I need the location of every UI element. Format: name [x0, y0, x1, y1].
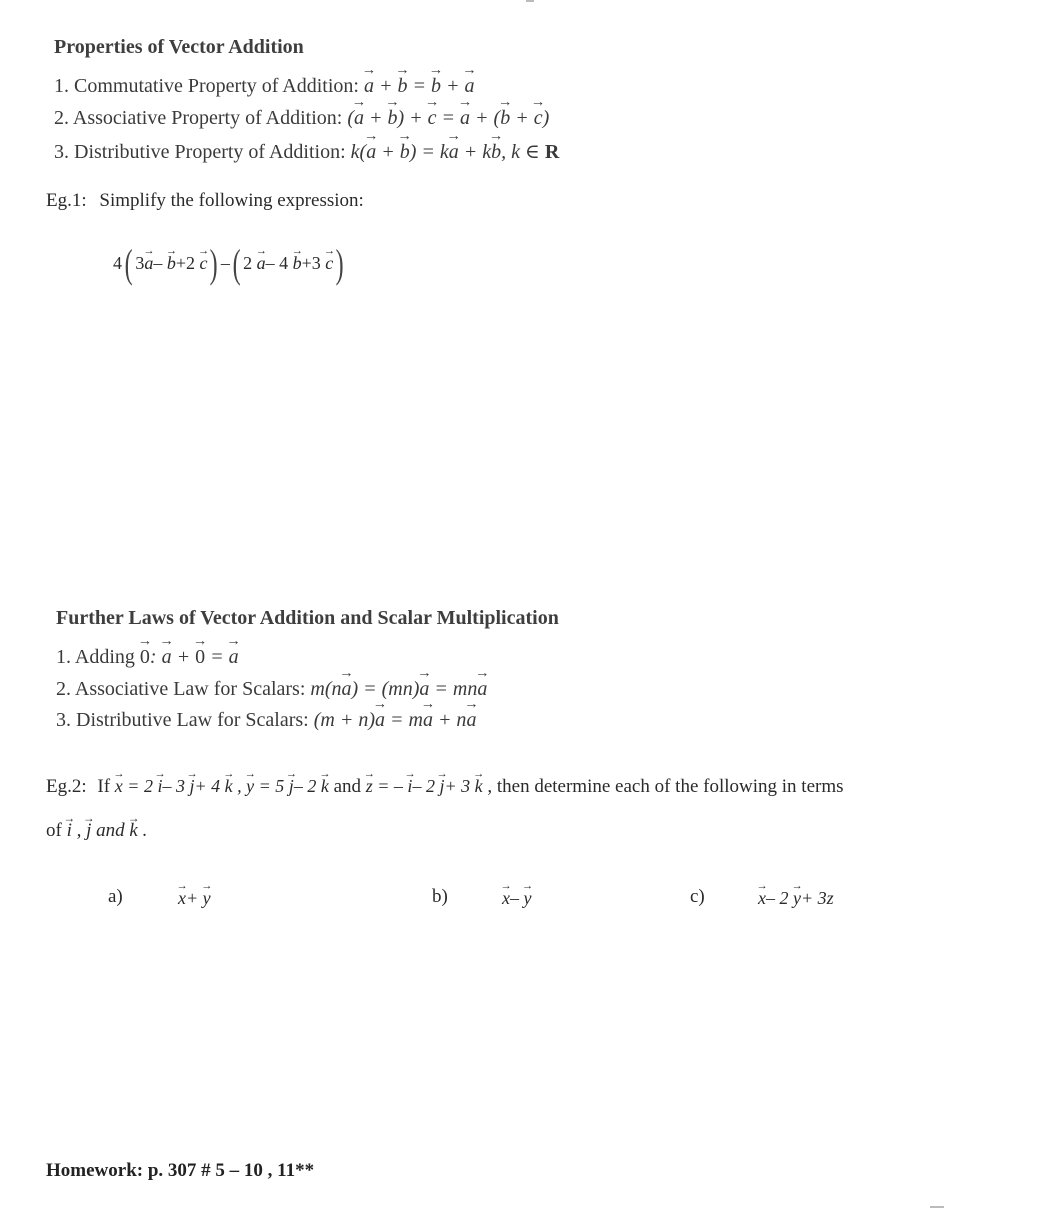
example-1 — [46, 190, 364, 212]
part-a-expression: → x+ → y — [178, 888, 211, 909]
example-1-expression: 4( 3→ a– → b+2 → c) –( 2 → a– 4 → b+3 → c) — [113, 240, 347, 287]
scan-mark-bottom — [930, 1206, 944, 1208]
commutative-equation: → a + → b = → b + → a — [364, 75, 475, 97]
property-associative-label: 2. Associative Property of Addition: — [54, 107, 343, 129]
example-2-line-1 — [46, 776, 844, 798]
adding-zero-equation: → 0: → a + → 0 = → a — [140, 646, 239, 668]
law-adding-zero-label: 1. Adding — [56, 646, 135, 668]
associative-equation: (→ a + → b) + → c = → a + (→ b + → c) — [347, 107, 549, 129]
example-2-then: , then determine each of the following in terms — [487, 776, 844, 797]
part-b-expression: → x– → y — [502, 888, 532, 909]
distributive-scalars-equation: (m + n)→ a = m→ a + n→ a — [314, 709, 477, 731]
part-c-expression: → x– 2 → y+ 3z — [758, 888, 834, 909]
law-associative-scalars-label: 2. Associative Law for Scalars: — [56, 678, 306, 700]
example-2-of: of — [46, 820, 62, 841]
property-associative — [54, 107, 549, 130]
law-distributive-scalars — [56, 709, 476, 732]
scan-mark-top — [526, 0, 534, 2]
example-2-vectors: → x = 2 → i– 3 → j+ 4 → k , → y = 5 → j– 2 → k — [115, 776, 329, 796]
example-1-label: Eg.1: — [46, 190, 87, 211]
homework: Homework: p. 307 # 5 – 10 , 11** — [46, 1160, 315, 1181]
example-2-and-k: and — [96, 820, 125, 841]
section-title-further-laws: Further Laws of Vector Addition and Scalar Multiplication — [56, 607, 559, 629]
part-b-label: b) — [432, 886, 448, 907]
associative-scalars-equation: m(n→ a) = (mn)→ a = mn→ a — [310, 678, 487, 700]
example-1-text: Simplify the following expression: — [99, 190, 364, 211]
law-distributive-scalars-label: 3. Distributive Law for Scalars: — [56, 709, 309, 731]
example-2-basis: → i , → j and → k . — [67, 820, 148, 841]
property-distributive-label: 3. Distributive Property of Addition: — [54, 141, 346, 163]
property-commutative-label: 1. Commutative Property of Addition: — [54, 75, 359, 97]
law-adding-zero — [56, 646, 239, 669]
property-distributive — [54, 139, 559, 164]
example-2-vector-z: → z = – → i– 2 → j+ 3 → k — [366, 776, 483, 796]
example-2-and: and — [333, 776, 361, 797]
property-commutative — [54, 75, 474, 98]
section-title-properties: Properties of Vector Addition — [54, 36, 304, 58]
example-2-label: Eg.2: — [46, 776, 87, 797]
part-c-label: c) — [690, 886, 705, 907]
example-2-line-2 — [46, 820, 147, 842]
distributive-equation: k(→ a + → b) = k→ a + k→ b, k ∈ R — [351, 141, 560, 163]
example-2-if: If — [97, 776, 111, 797]
part-a-label: a) — [108, 886, 123, 907]
